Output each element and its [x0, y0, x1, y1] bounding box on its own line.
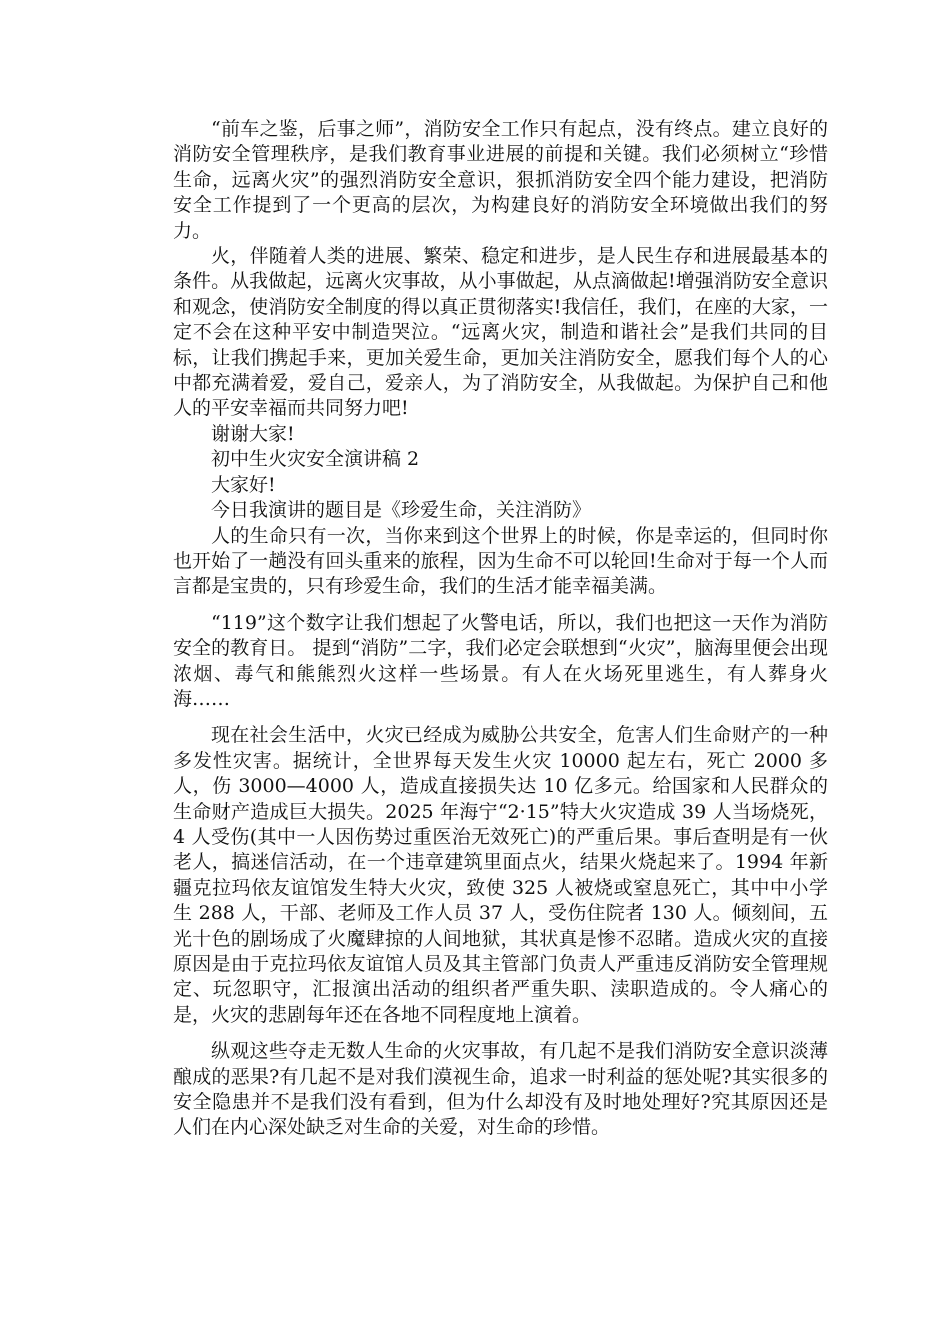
paragraph-fire-reflection: 纵观这些夺走无数人生命的火灾事故，有几起不是我们消防安全意识淡薄酿成的恶果?有几起不是对我们漠视生命，追求一时利益的惩处呢?其实很多的安全隐患并不是我们没有看到，但为什么却没有及时地处理好?究其原因还是人们在内心深处缺乏对生命的关爱，对生命的珍惜。 — [173, 1040, 828, 1139]
paragraph-fire-statistics: 现在社会生活中，火灾已经成为威胁公共安全，危害人们生命财产的一种多发性灾害。据统计，全世界每天发生火灾 10000 起左右，死亡 2000 多人，伤 3000—4000 人，造成直接损失达 10 亿多元。给国家和人民群众的生命财产造成巨大损失。2025 年海宁“2·15”特大火灾造成 39 人当场烧死，4 人受伤(其中一人因伤势过重医治无效死亡)的严重后果。事后查明是有一伙老人，搞迷信活动，在一个违章建筑里面点火，结果火烧起来了。1994 年新疆克拉玛依友谊馆发生特大火灾，致使 325 人被烧或窒息死亡，其中中小学生 288 人，干部、老师及工作人员 37 人，受伤住院者 130 人。倾刻间，五光十色的剧场成了火魔肆掠的人间地狱，其状真是惨不忍睹。造成火灾的直接原因是由于克拉玛依友谊馆人员及其主管部门负责人严重违反消防安全管理规定、玩忽职守，汇报演出活动的组织者严重失职、渎职造成的。令人痛心的是，火灾的悲剧每年还在各地不同程度地上演着。 — [173, 724, 828, 1026]
greeting: 大家好! — [211, 473, 276, 496]
paragraph-fire-progress: 火，伴随着人类的进展、繁荣、稳定和进步，是人民生存和进展最基本的条件。从我做起，远离火灾事故，从小事做起，从点滴做起!增强消防安全意识和观念，使消防安全制度的得以真正贯彻落实!我信任，我们，在座的大家，一定不会在这种平安中制造哭泣。“远离火灾，制造和谐社会”是我们共同的目标，让我们携起手来，更加关爱生命，更加关注消防安全，愿我们每个人的心中都充满着爱，爱自己，爱亲人，为了消防安全，从我做起。为保护自己和他人的平安幸福而共同努力吧! — [173, 245, 828, 420]
paragraph-life-once: 人的生命只有一次，当你来到这个世界上的时候，你是幸运的，但同时你也开始了一趟没有回头重来的旅程，因为生命不可以轮回!生命对于每一个人而言都是宝贵的，只有珍爱生命，我们的生活才能幸福美满。 — [173, 524, 828, 598]
speech-topic: 今日我演讲的题目是《珍爱生命，关注消防》 — [211, 499, 592, 522]
paragraph-fire-lesson: “前车之鉴，后事之师”，消防安全工作只有起点，没有终点。建立良好的消防安全管理秩序，是我们教育事业进展的前提和关键。我们必须树立“珍惜生命，远离火灾”的强烈消防安全意识，狠抓消防安全四个能力建设，把消防安全工作提到了一个更高的层次，为构建良好的消防安全环境做出我们的努力。 — [173, 118, 828, 242]
speech-title: 初中生火灾安全演讲稿 2 — [211, 448, 420, 471]
paragraph-119: “119”这个数字让我们想起了火警电话，所以，我们也把这一天作为消防安全的教育日。 提到“消防”二字，我们必定会联想到“火灾”，脑海里便会出现浓烟、毒气和熊熊烈火这样一些场景。有人在火场死里逃生，有人葬身火海…… — [173, 611, 828, 710]
closing-thanks: 谢谢大家! — [211, 422, 295, 445]
document-body — [173, 117, 828, 1141]
